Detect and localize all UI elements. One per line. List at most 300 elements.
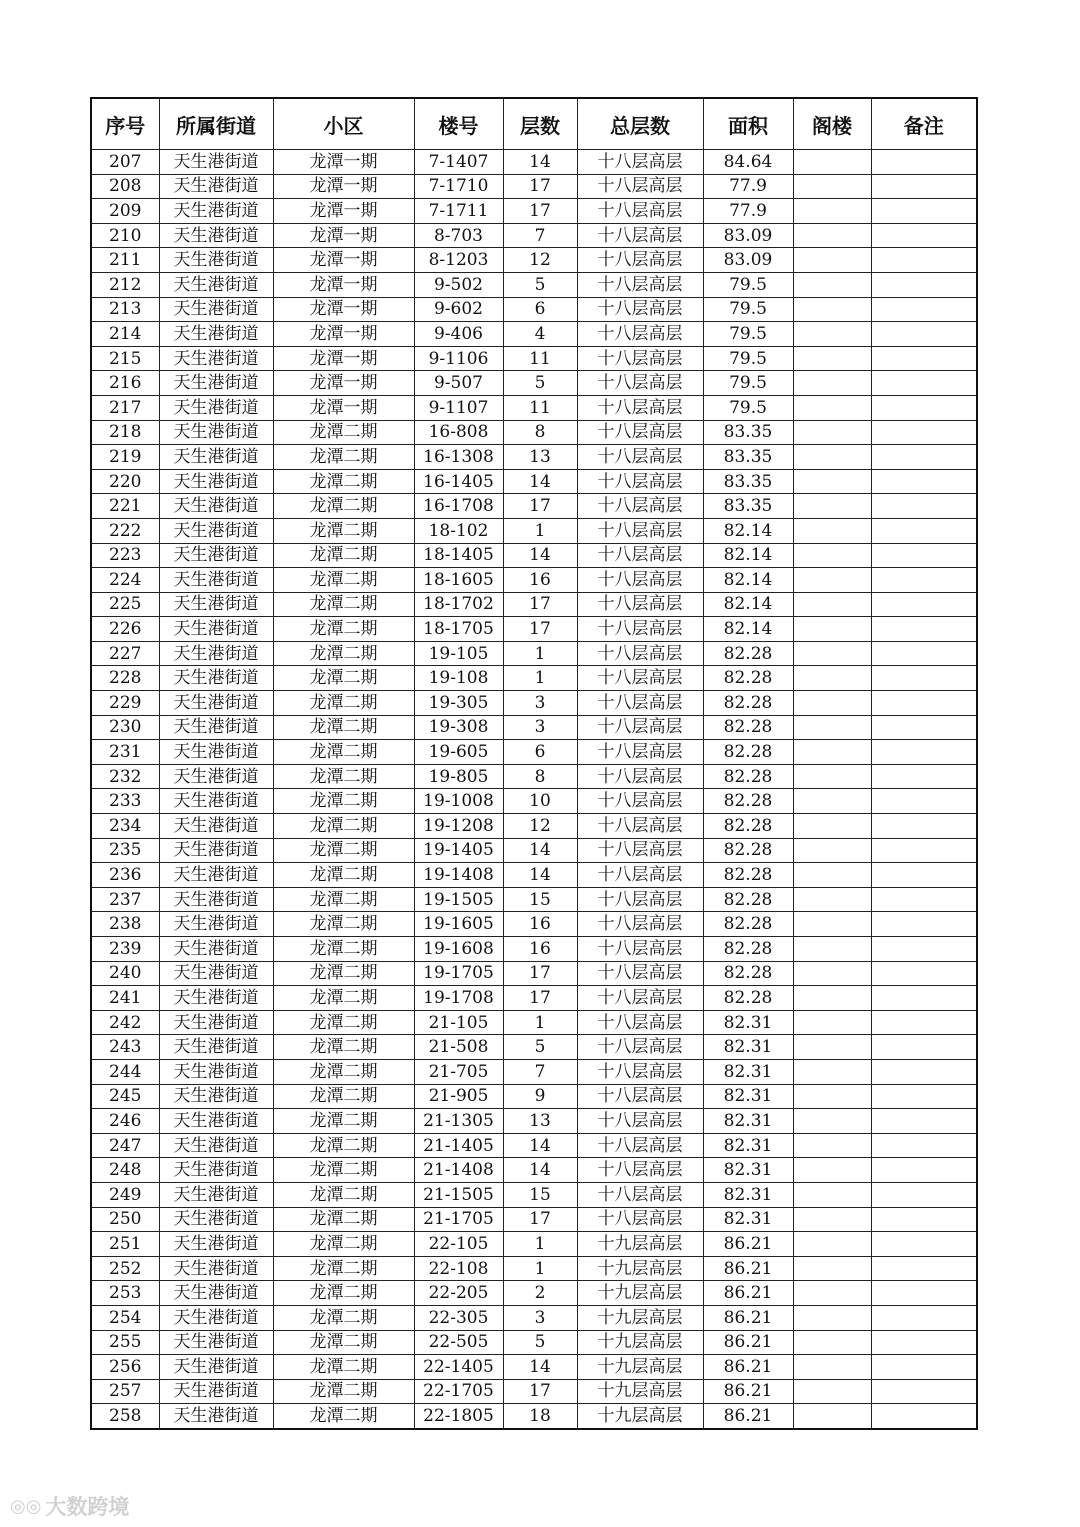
table-cell: 216 — [91, 371, 159, 396]
table-cell: 82.28 — [703, 986, 793, 1011]
table-cell: 十八层高层 — [577, 322, 703, 347]
table-row — [91, 715, 977, 740]
table-cell: 17 — [503, 1207, 577, 1232]
table-cell: 龙潭二期 — [273, 543, 414, 568]
table-cell: 82.31 — [703, 1207, 793, 1232]
table-row — [91, 445, 977, 470]
table-cell: 237 — [91, 887, 159, 912]
table-cell: 龙潭二期 — [273, 1305, 414, 1330]
table-cell: 龙潭二期 — [273, 887, 414, 912]
table-cell: 82.14 — [703, 543, 793, 568]
column-header: 备注 — [871, 98, 977, 150]
table-cell: 9-502 — [414, 272, 503, 297]
table-row — [91, 297, 977, 322]
table-row — [91, 691, 977, 716]
table-row — [91, 1379, 977, 1404]
table-cell: 龙潭二期 — [273, 1404, 414, 1429]
table-row — [91, 420, 977, 445]
table-cell: 9-507 — [414, 371, 503, 396]
table-cell — [793, 617, 871, 642]
table-cell: 222 — [91, 518, 159, 543]
table-cell: 十八层高层 — [577, 986, 703, 1011]
table-cell — [871, 1256, 977, 1281]
table-cell: 16-1708 — [414, 494, 503, 519]
table-cell: 258 — [91, 1404, 159, 1429]
table-cell: 254 — [91, 1305, 159, 1330]
table-cell: 14 — [503, 150, 577, 175]
table-cell: 天生港街道 — [159, 1158, 273, 1183]
table-cell: 19-105 — [414, 641, 503, 666]
table-cell: 248 — [91, 1158, 159, 1183]
table-cell: 十八层高层 — [577, 568, 703, 593]
column-header: 面积 — [703, 98, 793, 150]
table-cell: 十八层高层 — [577, 1182, 703, 1207]
table-row — [91, 666, 977, 691]
table-cell: 16 — [503, 937, 577, 962]
table-cell: 十九层高层 — [577, 1232, 703, 1257]
table-cell — [871, 912, 977, 937]
table-cell: 十八层高层 — [577, 863, 703, 888]
table-cell — [871, 1207, 977, 1232]
table-cell — [871, 617, 977, 642]
column-header: 所属街道 — [159, 98, 273, 150]
table-cell — [793, 223, 871, 248]
table-cell: 12 — [503, 814, 577, 839]
table-cell: 龙潭二期 — [273, 1158, 414, 1183]
table-cell: 225 — [91, 592, 159, 617]
table-cell: 天生港街道 — [159, 395, 273, 420]
column-header: 序号 — [91, 98, 159, 150]
table-row — [91, 1133, 977, 1158]
table-cell: 龙潭二期 — [273, 568, 414, 593]
table-cell: 86.21 — [703, 1256, 793, 1281]
table-cell: 21-905 — [414, 1084, 503, 1109]
table-cell — [793, 912, 871, 937]
table-cell: 82.31 — [703, 1035, 793, 1060]
table-cell — [793, 937, 871, 962]
table-cell — [793, 1207, 871, 1232]
table-cell: 龙潭二期 — [273, 838, 414, 863]
table-cell — [793, 764, 871, 789]
table-cell: 17 — [503, 986, 577, 1011]
table-cell — [871, 248, 977, 273]
table-cell: 215 — [91, 346, 159, 371]
table-cell — [871, 789, 977, 814]
table-cell: 十八层高层 — [577, 371, 703, 396]
table-cell: 9 — [503, 1084, 577, 1109]
table-cell: 天生港街道 — [159, 568, 273, 593]
table-cell: 1 — [503, 1256, 577, 1281]
table-cell — [871, 346, 977, 371]
table-row — [91, 248, 977, 273]
table-cell: 天生港街道 — [159, 814, 273, 839]
table-cell — [793, 1404, 871, 1429]
table-cell: 8 — [503, 420, 577, 445]
table-cell — [793, 248, 871, 273]
table-cell: 6 — [503, 740, 577, 765]
table-cell: 1 — [503, 1232, 577, 1257]
table-cell: 天生港街道 — [159, 1281, 273, 1306]
table-cell: 79.5 — [703, 272, 793, 297]
table-row — [91, 937, 977, 962]
table-cell: 82.28 — [703, 764, 793, 789]
table-row — [91, 1330, 977, 1355]
table-cell: 8 — [503, 764, 577, 789]
table-cell — [793, 887, 871, 912]
table-cell: 十八层高层 — [577, 518, 703, 543]
table-cell — [793, 1010, 871, 1035]
table-cell: 82.31 — [703, 1133, 793, 1158]
table-cell: 208 — [91, 174, 159, 199]
table-cell: 14 — [503, 1158, 577, 1183]
table-cell: 19-1405 — [414, 838, 503, 863]
table-cell: 227 — [91, 641, 159, 666]
table-cell: 82.28 — [703, 691, 793, 716]
table-cell: 十八层高层 — [577, 814, 703, 839]
table-cell: 十八层高层 — [577, 1059, 703, 1084]
table-row — [91, 764, 977, 789]
table-cell — [871, 322, 977, 347]
table-cell: 19-1605 — [414, 912, 503, 937]
table-cell: 22-108 — [414, 1256, 503, 1281]
table-cell — [871, 1379, 977, 1404]
table-cell: 天生港街道 — [159, 1232, 273, 1257]
table-cell: 天生港街道 — [159, 592, 273, 617]
table-cell: 十八层高层 — [577, 420, 703, 445]
table-cell: 龙潭二期 — [273, 641, 414, 666]
table-cell: 龙潭二期 — [273, 986, 414, 1011]
table-cell: 龙潭二期 — [273, 937, 414, 962]
table-cell — [871, 863, 977, 888]
table-cell: 86.21 — [703, 1379, 793, 1404]
table-cell: 257 — [91, 1379, 159, 1404]
table-cell: 5 — [503, 371, 577, 396]
table-cell: 天生港街道 — [159, 445, 273, 470]
table-cell: 243 — [91, 1035, 159, 1060]
table-cell: 86.21 — [703, 1404, 793, 1429]
column-header: 小区 — [273, 98, 414, 150]
column-header: 层数 — [503, 98, 577, 150]
table-cell: 19-1705 — [414, 961, 503, 986]
weibo-icon: ◎◎ — [10, 1495, 42, 1517]
table-cell: 天生港街道 — [159, 297, 273, 322]
table-cell: 天生港街道 — [159, 937, 273, 962]
table-cell: 天生港街道 — [159, 740, 273, 765]
table-cell: 龙潭二期 — [273, 469, 414, 494]
table-cell: 79.5 — [703, 297, 793, 322]
table-row — [91, 199, 977, 224]
table-cell: 19-605 — [414, 740, 503, 765]
table-cell: 213 — [91, 297, 159, 322]
table-header-row — [91, 98, 977, 150]
table-cell — [793, 469, 871, 494]
table-cell — [871, 494, 977, 519]
watermark-text: 大数跨境 — [45, 1495, 130, 1519]
table-cell: 16-1308 — [414, 445, 503, 470]
table-cell: 19-1008 — [414, 789, 503, 814]
table-cell: 天生港街道 — [159, 691, 273, 716]
table-cell: 天生港街道 — [159, 1256, 273, 1281]
table-cell: 十八层高层 — [577, 764, 703, 789]
table-row — [91, 1084, 977, 1109]
table-cell: 207 — [91, 150, 159, 175]
table-cell: 天生港街道 — [159, 1182, 273, 1207]
table-cell: 14 — [503, 1133, 577, 1158]
table-cell — [793, 371, 871, 396]
table-cell: 83.35 — [703, 494, 793, 519]
table-row — [91, 174, 977, 199]
table-cell: 龙潭二期 — [273, 764, 414, 789]
table-cell — [871, 199, 977, 224]
table-cell: 19-1505 — [414, 887, 503, 912]
table-row — [91, 641, 977, 666]
table-cell: 82.28 — [703, 641, 793, 666]
table-cell — [793, 174, 871, 199]
table-cell: 天生港街道 — [159, 1404, 273, 1429]
table-cell: 十八层高层 — [577, 248, 703, 273]
table-cell: 天生港街道 — [159, 199, 273, 224]
table-cell — [871, 691, 977, 716]
table-cell: 十八层高层 — [577, 666, 703, 691]
table-cell — [871, 395, 977, 420]
table-cell — [793, 445, 871, 470]
table-cell — [871, 568, 977, 593]
table-cell — [871, 174, 977, 199]
table-cell: 天生港街道 — [159, 1355, 273, 1380]
table-cell: 21-1408 — [414, 1158, 503, 1183]
table-cell: 82.31 — [703, 1059, 793, 1084]
table-cell: 212 — [91, 272, 159, 297]
table-cell: 十九层高层 — [577, 1256, 703, 1281]
table-cell: 1 — [503, 1010, 577, 1035]
table-row — [91, 494, 977, 519]
table-cell — [793, 1232, 871, 1257]
table-cell: 82.28 — [703, 887, 793, 912]
table-cell: 9-602 — [414, 297, 503, 322]
table-cell — [871, 986, 977, 1011]
table-cell: 十八层高层 — [577, 789, 703, 814]
table-cell: 12 — [503, 248, 577, 273]
table-cell — [871, 1010, 977, 1035]
table-cell: 232 — [91, 764, 159, 789]
table-row — [91, 395, 977, 420]
table-cell — [793, 666, 871, 691]
table-row — [91, 1207, 977, 1232]
table-cell: 龙潭二期 — [273, 1232, 414, 1257]
table-cell: 龙潭二期 — [273, 912, 414, 937]
table-cell: 17 — [503, 617, 577, 642]
table-cell — [793, 543, 871, 568]
table-cell: 天生港街道 — [159, 863, 273, 888]
table-cell — [871, 445, 977, 470]
table-cell: 14 — [503, 469, 577, 494]
table-cell: 82.28 — [703, 789, 793, 814]
table-cell: 231 — [91, 740, 159, 765]
table-cell — [871, 518, 977, 543]
table-cell: 3 — [503, 715, 577, 740]
table-cell: 249 — [91, 1182, 159, 1207]
table-cell: 天生港街道 — [159, 272, 273, 297]
table-cell: 244 — [91, 1059, 159, 1084]
table-cell: 253 — [91, 1281, 159, 1306]
table-cell: 21-705 — [414, 1059, 503, 1084]
table-cell: 天生港街道 — [159, 887, 273, 912]
table-cell: 3 — [503, 1305, 577, 1330]
table-cell — [793, 494, 871, 519]
table-row — [91, 543, 977, 568]
table-row — [91, 740, 977, 765]
table-cell: 十八层高层 — [577, 961, 703, 986]
table-cell: 十八层高层 — [577, 887, 703, 912]
table-cell: 19-308 — [414, 715, 503, 740]
table-cell: 15 — [503, 887, 577, 912]
table-cell: 79.5 — [703, 322, 793, 347]
table-cell: 82.31 — [703, 1182, 793, 1207]
table-cell: 14 — [503, 1355, 577, 1380]
table-cell: 19-108 — [414, 666, 503, 691]
table-cell: 天生港街道 — [159, 223, 273, 248]
table-cell: 天生港街道 — [159, 346, 273, 371]
table-cell: 9-406 — [414, 322, 503, 347]
table-cell: 龙潭二期 — [273, 1182, 414, 1207]
table-cell: 77.9 — [703, 199, 793, 224]
table-row — [91, 1404, 977, 1429]
table-cell — [871, 666, 977, 691]
table-row — [91, 1010, 977, 1035]
table-cell: 82.28 — [703, 961, 793, 986]
table-cell: 十九层高层 — [577, 1305, 703, 1330]
table-cell: 8-1203 — [414, 248, 503, 273]
table-cell — [871, 297, 977, 322]
table-cell: 79.5 — [703, 371, 793, 396]
table-cell: 238 — [91, 912, 159, 937]
table-cell: 8-703 — [414, 223, 503, 248]
table-cell — [793, 715, 871, 740]
table-cell — [871, 1109, 977, 1134]
table-cell: 21-1405 — [414, 1133, 503, 1158]
table-row — [91, 1158, 977, 1183]
table-row — [91, 592, 977, 617]
table-cell: 天生港街道 — [159, 494, 273, 519]
table-cell — [793, 1305, 871, 1330]
table-cell: 6 — [503, 297, 577, 322]
table-cell: 14 — [503, 838, 577, 863]
table-cell — [793, 1084, 871, 1109]
column-header: 总层数 — [577, 98, 703, 150]
table-cell: 十九层高层 — [577, 1404, 703, 1429]
table-cell: 龙潭二期 — [273, 1133, 414, 1158]
table-cell: 14 — [503, 863, 577, 888]
table-cell — [793, 641, 871, 666]
table-cell: 天生港街道 — [159, 617, 273, 642]
table-cell: 256 — [91, 1355, 159, 1380]
table-cell: 十八层高层 — [577, 1158, 703, 1183]
table-cell: 天生港街道 — [159, 1109, 273, 1134]
table-cell: 天生港街道 — [159, 912, 273, 937]
table-cell — [871, 150, 977, 175]
table-cell — [793, 297, 871, 322]
table-cell — [793, 568, 871, 593]
table-cell — [793, 986, 871, 1011]
table-cell: 83.35 — [703, 420, 793, 445]
table-cell: 天生港街道 — [159, 1059, 273, 1084]
table-cell: 龙潭二期 — [273, 1256, 414, 1281]
table-cell: 82.14 — [703, 617, 793, 642]
table-cell: 83.09 — [703, 248, 793, 273]
table-cell: 十八层高层 — [577, 617, 703, 642]
table-cell: 17 — [503, 199, 577, 224]
table-cell: 22-505 — [414, 1330, 503, 1355]
table-cell: 239 — [91, 937, 159, 962]
table-cell: 246 — [91, 1109, 159, 1134]
table-cell: 天生港街道 — [159, 150, 273, 175]
housing-table — [90, 97, 978, 1430]
table-cell: 82.28 — [703, 912, 793, 937]
table-cell: 7-1407 — [414, 150, 503, 175]
table-cell: 7-1710 — [414, 174, 503, 199]
table-row — [91, 272, 977, 297]
table-cell — [871, 469, 977, 494]
table-cell: 79.5 — [703, 346, 793, 371]
table-cell: 210 — [91, 223, 159, 248]
table-cell: 17 — [503, 1379, 577, 1404]
table-cell — [793, 322, 871, 347]
table-cell: 龙潭二期 — [273, 814, 414, 839]
table-cell: 十八层高层 — [577, 1109, 703, 1134]
table-cell: 1 — [503, 641, 577, 666]
table-cell: 5 — [503, 1035, 577, 1060]
table-cell: 13 — [503, 1109, 577, 1134]
table-cell: 21-1305 — [414, 1109, 503, 1134]
table-cell: 230 — [91, 715, 159, 740]
column-header: 楼号 — [414, 98, 503, 150]
table-cell: 龙潭一期 — [273, 322, 414, 347]
table-cell: 82.14 — [703, 518, 793, 543]
table-cell — [793, 395, 871, 420]
table-cell: 11 — [503, 395, 577, 420]
table-cell: 7-1711 — [414, 199, 503, 224]
table-cell — [793, 1182, 871, 1207]
table-cell — [871, 1305, 977, 1330]
table-cell: 22-305 — [414, 1305, 503, 1330]
table-cell: 十八层高层 — [577, 297, 703, 322]
table-cell: 十八层高层 — [577, 838, 703, 863]
table-cell: 天生港街道 — [159, 961, 273, 986]
table-cell: 77.9 — [703, 174, 793, 199]
table-cell — [793, 838, 871, 863]
table-cell: 229 — [91, 691, 159, 716]
table-cell: 82.31 — [703, 1158, 793, 1183]
table-cell: 天生港街道 — [159, 469, 273, 494]
table-cell: 82.28 — [703, 814, 793, 839]
table-cell — [871, 420, 977, 445]
table-row — [91, 518, 977, 543]
table-cell: 十八层高层 — [577, 223, 703, 248]
table-cell — [793, 961, 871, 986]
table-cell: 86.21 — [703, 1232, 793, 1257]
table-cell: 22-1805 — [414, 1404, 503, 1429]
table-cell: 十八层高层 — [577, 740, 703, 765]
table-cell: 218 — [91, 420, 159, 445]
table-cell: 82.28 — [703, 838, 793, 863]
table-row — [91, 469, 977, 494]
table-cell: 龙潭一期 — [273, 223, 414, 248]
table-cell: 19-805 — [414, 764, 503, 789]
table-cell: 22-1705 — [414, 1379, 503, 1404]
table-cell: 十八层高层 — [577, 937, 703, 962]
table-cell: 16-808 — [414, 420, 503, 445]
table-cell — [793, 346, 871, 371]
